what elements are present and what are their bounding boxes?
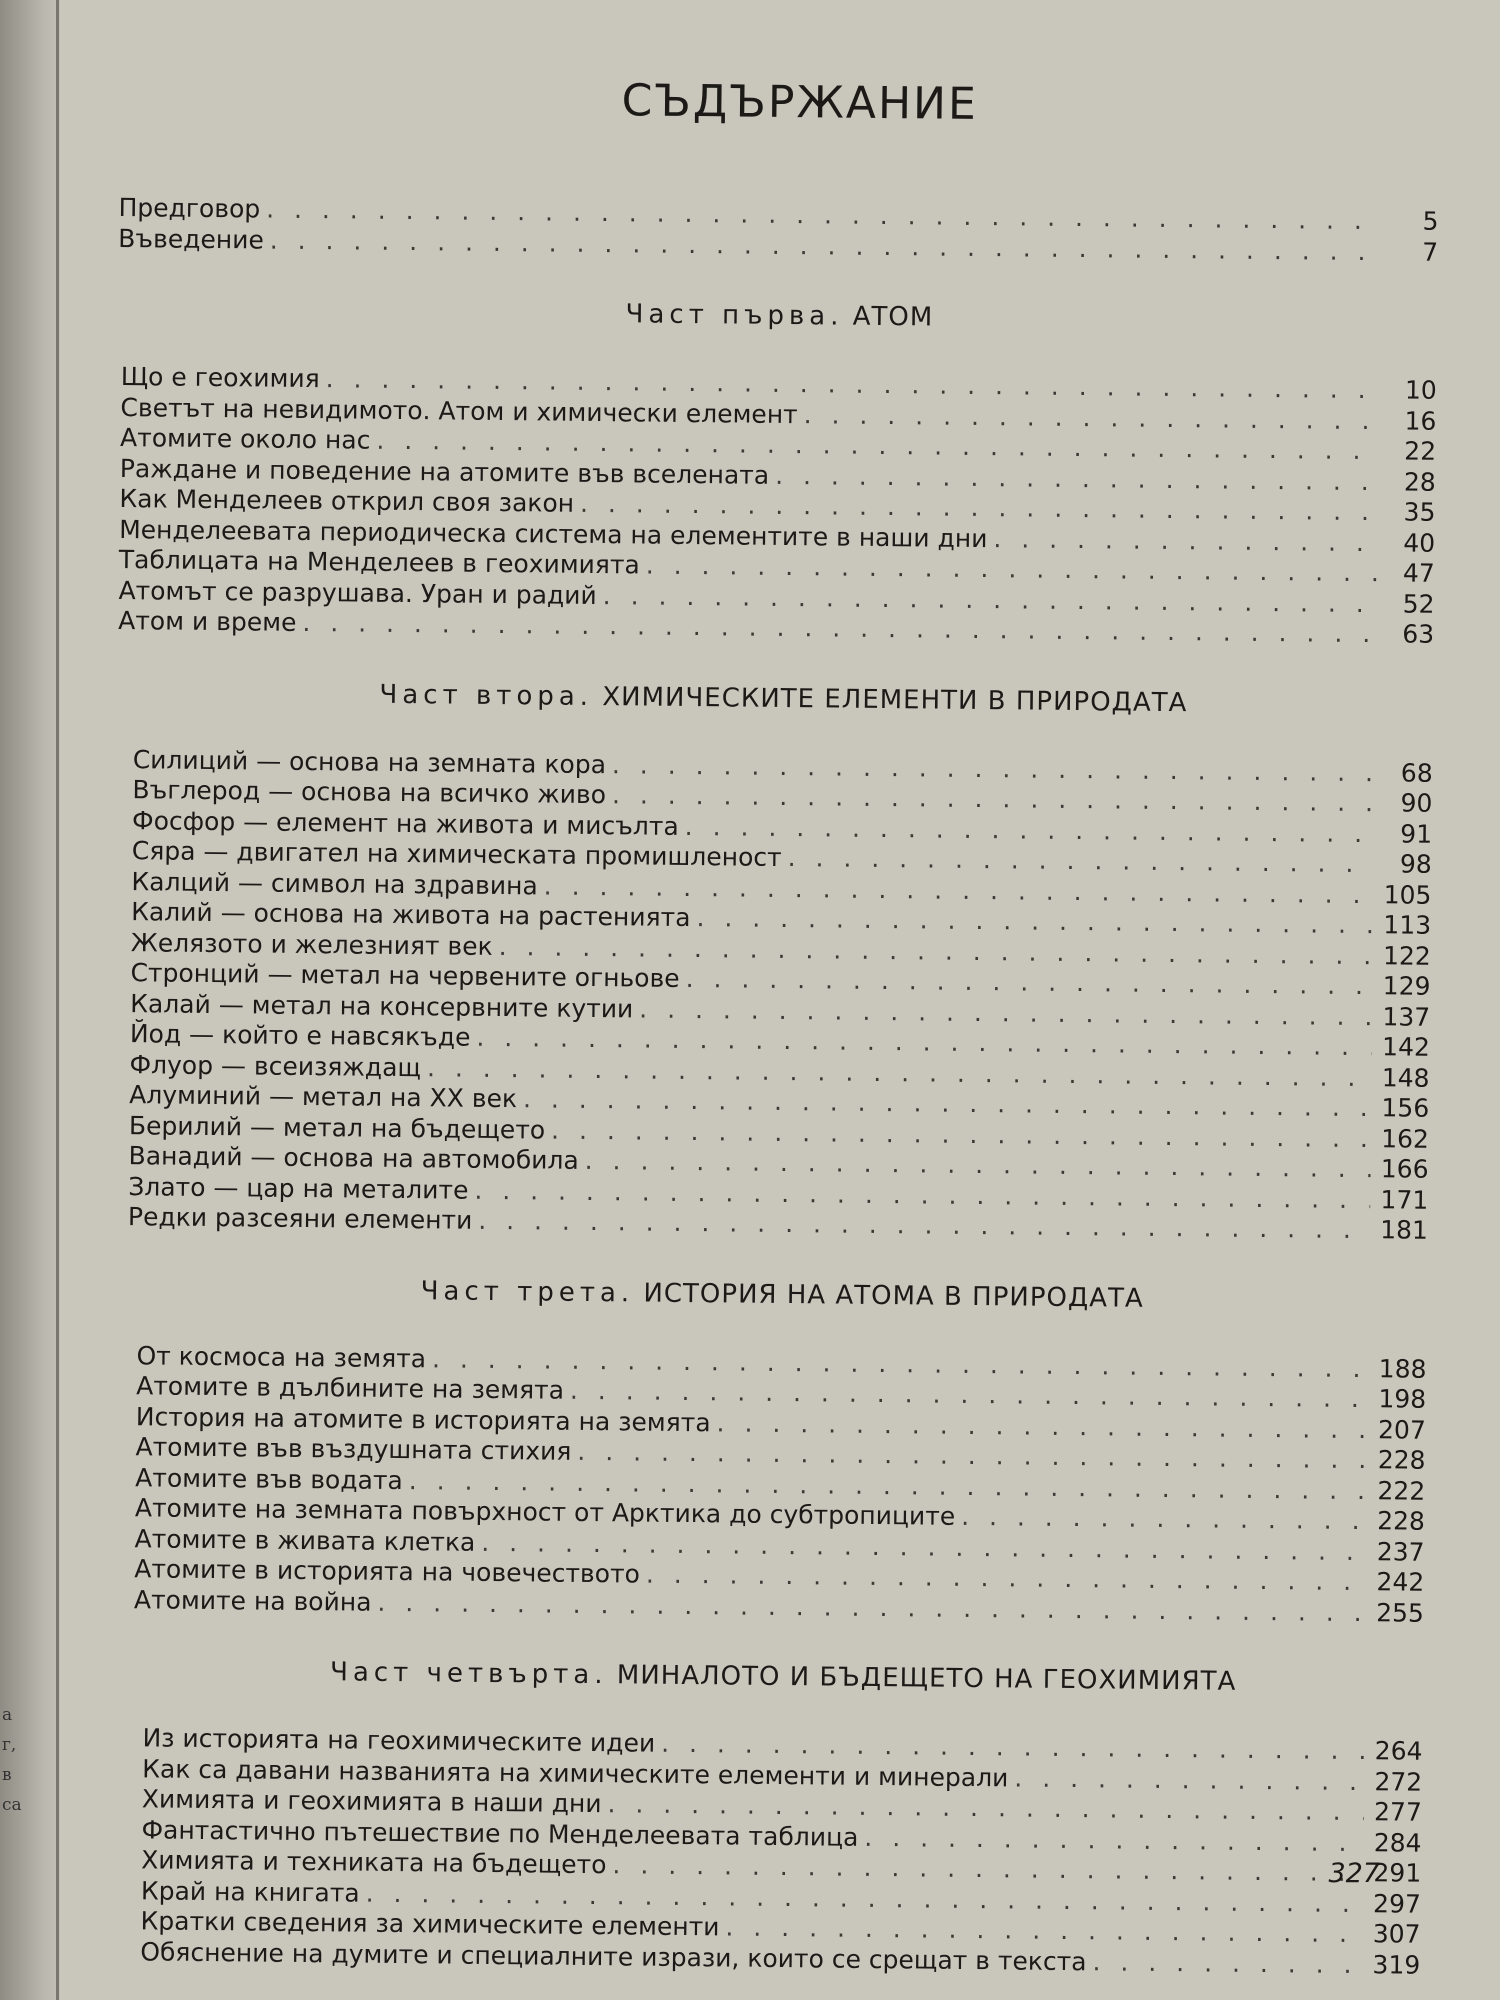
toc-entry-title: Ванадий — основа на автомобила [128,1141,579,1175]
toc-entry-page: 272 [1374,1766,1423,1797]
toc-entry-title: Таблицата на Менделеев в геохимията [118,545,640,580]
toc-entry-page: 222 [1377,1475,1426,1506]
part-prefix: Част четвърта. [329,1657,608,1691]
part-section [140,1655,1423,1980]
toc-entry-page: 228 [1377,1506,1426,1536]
toc-entry-page: 198 [1378,1384,1427,1414]
toc-entry-title: История на атомите в историята на земята [135,1401,711,1437]
toc-entry-title: Фантастично пътешествие по Менделеевата таблица [141,1814,859,1852]
toc-entry-title: Злато — цар на металите [128,1171,469,1205]
toc-entry-page: 40 [1403,527,1436,558]
toc-entry-page: 156 [1381,1093,1430,1123]
toc-entry-page: 237 [1376,1536,1425,1567]
part-name: ХИМИЧЕСКИТЕ ЕЛЕМЕНТИ В ПРИРОДАТА [602,681,1188,718]
toc-entry-title: От космоса на земята [136,1340,427,1373]
part-heading [137,1273,1427,1317]
toc-entry-page: 90 [1400,788,1433,818]
margin-fragment: г, [2,1735,17,1755]
part-prefix: Част втора. [379,679,594,712]
contents-page [100,70,1440,1984]
toc-entry-title: Сяра — двигател на химическата промишленост [131,836,782,872]
toc-entry-title: Фосфор — елемент на живота и мисълта [131,805,679,841]
toc-entry-page: 188 [1378,1353,1427,1384]
toc-entry-title: Светът на невидимото. Атом и химически елемент [120,392,798,429]
part-prefix: Част трета. [420,1275,635,1308]
toc-entry-title: Калай — метал на консервните кутии [130,988,634,1023]
facing-page-fragments [2,1700,26,1820]
toc-entry-title: Атомът се разрушава. Уран и радий [118,575,597,610]
toc-entry-title: Редки разсеяни елементи [127,1202,473,1235]
toc-entry-title: Раждане и поведение на атомите във вселената [119,453,770,490]
toc-entry-page: 10 [1404,375,1437,405]
toc-entry-page: 264 [1374,1736,1423,1766]
toc-entry-page: 148 [1381,1062,1430,1093]
toc-entry-title: Атомите във въздушната стихия [135,1432,572,1466]
toc-entry-page: 7 [1422,237,1439,267]
part-entries [128,745,1433,1247]
part-entries [118,362,1437,650]
dot-leader [1014,1763,1364,1797]
part-name: МИНАЛОТО И БЪДЕЩЕТО НА ГЕОХИМИЯТА [616,1660,1237,1697]
part-name: ИСТОРИЯ НА АТОМА В ПРИРОДАТА [643,1278,1144,1314]
toc-entry-title: Атом и време [118,606,297,637]
toc-entry-title: Въведение [118,223,264,255]
toc-entry-page: 91 [1400,818,1433,849]
part-section [128,677,1434,1247]
toc-entry-page: 255 [1376,1597,1425,1628]
toc-entry-title: Атомите на война [133,1584,372,1617]
toc-entry-page: 171 [1380,1184,1429,1215]
part-heading [133,677,1433,721]
toc-entry-page: 297 [1373,1888,1422,1919]
toc-entry-title: Алуминий — метал на XX век [129,1080,518,1114]
toc-entry-page: 242 [1376,1567,1425,1597]
dot-leader [961,1502,1367,1537]
toc-entry-title: Атомите в живата клетка [134,1523,476,1557]
toc-entry-page: 16 [1404,405,1437,436]
toc-entry-title: Край на книгата [140,1875,360,1908]
toc-entry-title: Атомите на земната повърхност от Арктика до субтропиците [134,1493,956,1531]
part-entries [134,1341,1427,1629]
toc-entry-title: Берилий — метал на бъдещето [128,1110,546,1145]
toc-entry-title: Калий — основа на живота на растенията [131,897,691,933]
toc-entry-page: 5 [1422,206,1439,236]
toc-entry-title: Атомите във водата [135,1462,403,1495]
part-heading [121,294,1437,338]
part-prefix: Част първа. [625,299,844,332]
part-section [118,294,1438,650]
toc-entry-page: 166 [1380,1154,1429,1184]
toc-entry-title: Обяснение на думите и специалните изрази, които се срещат в текста [140,1936,1087,1976]
toc-entry-title: Стронций — метал на червените огньове [130,958,680,993]
toc-entry-title: Химията и геохимията в наши дни [141,1784,602,1819]
toc-entry-title: Флуор — всеизяждащ [129,1049,422,1082]
toc-entry-page: 137 [1382,1001,1431,1032]
toc-entry-page: 105 [1383,879,1432,910]
toc-entry-page: 319 [1372,1949,1421,1980]
page-gutter-shadow [56,0,59,2000]
toc-entry-page: 47 [1402,558,1435,588]
margin-fragment: са [2,1795,22,1815]
toc-entry-page: 291 [1373,1858,1422,1888]
toc-entry-title: Въглерод — основа на всичко живо [132,775,607,810]
part-name: АТОМ [852,301,934,333]
toc-entry-page: 63 [1402,619,1435,649]
toc-entry-page: 98 [1399,849,1432,879]
toc-entry-page: 113 [1383,910,1432,940]
page-title: СЪДЪРЖАНИЕ [621,75,979,130]
toc-entry-title: Менделеевата периодическа система на елементите в наши дни [119,514,988,553]
toc-entry-title: Калций — символ на здравина [131,866,538,900]
toc-entry-title: Предговор [118,192,261,224]
toc-entry-title: Как са давани названията на химическите елементи и минерали [142,1753,1009,1792]
toc-entry-title: Кратки сведения за химическите елементи [140,1906,720,1942]
toc-entry-page: 129 [1382,971,1431,1001]
toc-entry-page: 22 [1404,436,1437,466]
toc-entry-title: Атомите в дълбините на земята [136,1371,565,1405]
toc-entry-page: 181 [1380,1215,1429,1245]
front-matter [118,193,1439,268]
dot-leader [1092,1947,1362,1980]
part-heading [143,1655,1423,1698]
toc-entry-page: 122 [1382,940,1431,971]
toc-entry-page: 162 [1381,1123,1430,1154]
toc-entry-title: Що е геохимия [120,362,320,394]
toc-entry-title: Желязото и железният век [130,927,493,961]
toc-entry-page: 35 [1403,497,1436,527]
toc-entry-page: 68 [1400,757,1433,788]
toc-entry-page: 277 [1373,1797,1422,1827]
toc-entry-title: Атомите в историята на човечеството [134,1554,641,1589]
page-number: 327 [1328,1858,1380,1889]
toc-entry-page: 28 [1403,466,1436,497]
toc-entry-title: Из историята на геохимическите идеи [142,1723,656,1758]
toc-entry-title: Химията и техниката на бъдещето [141,1845,607,1880]
toc-entry-page: 228 [1377,1445,1426,1475]
margin-fragment: а [2,1705,13,1725]
toc-entry-page: 52 [1402,588,1435,619]
toc-entry-page: 142 [1381,1032,1430,1062]
toc-entry-title: Как Менделеев открил своя закон [119,484,575,518]
part-entries [140,1723,1422,1980]
toc-entry-title: Йод — който е навсякъде [129,1019,471,1052]
margin-fragment: в [2,1765,12,1785]
part-section [134,1273,1428,1629]
toc-entry-title: Силиций — основа на земната кора [132,744,607,779]
dot-leader [993,524,1377,559]
toc-entry-title: Атомите около нас [119,423,371,455]
toc-entry-page: 307 [1372,1919,1421,1949]
toc-entry-page: 284 [1373,1827,1422,1858]
toc-entry-page: 207 [1377,1414,1426,1445]
